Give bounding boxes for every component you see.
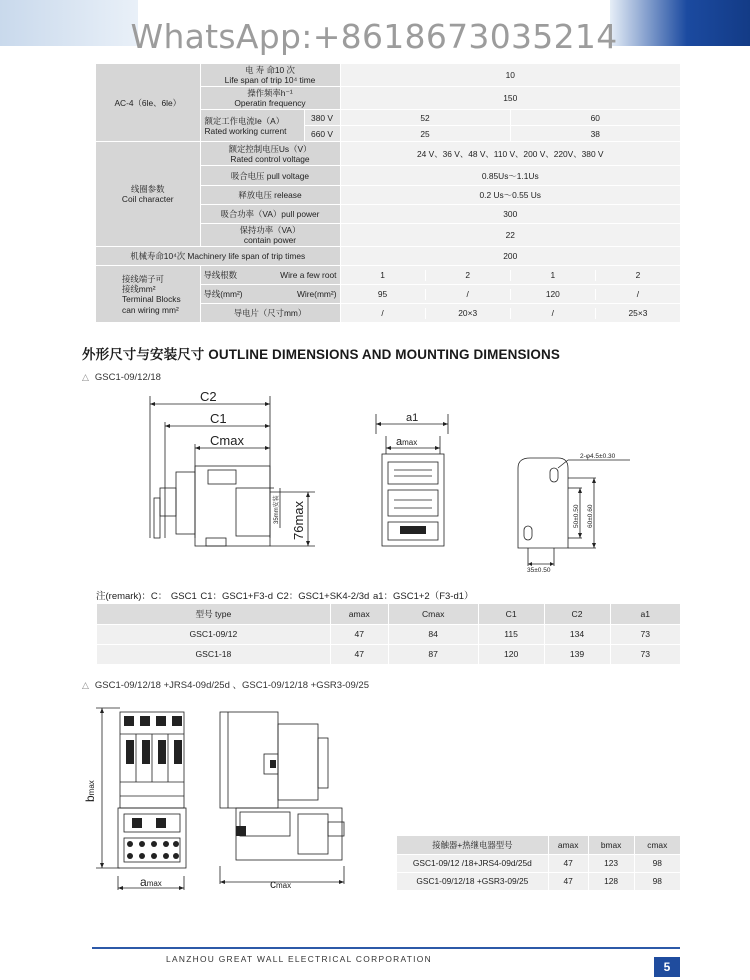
model-heading-2: △ GSC1-09/12/18 +JRS4-09d/25d 、GSC1-09/12/18 +GSR3-09/25 xyxy=(82,680,370,691)
footer-line xyxy=(92,947,680,949)
life-span-value: 10 xyxy=(340,64,680,87)
col-type: 型号 type xyxy=(97,604,331,624)
col-model: 接触器+热继电器型号 xyxy=(397,836,549,854)
terminal-label: 接线端子可 接线mm² Terminal Blocks can wiring mm² xyxy=(96,266,200,323)
wire-root-label: 导线根数 Wire a few root xyxy=(200,266,340,285)
watermark-text: WhatsApp:+8618673035214 xyxy=(130,16,618,56)
control-voltage-label: 额定控制电压Us（V） Rated control voltage xyxy=(200,142,340,166)
a1-label: a1 xyxy=(406,412,419,424)
dimensions-table-header xyxy=(97,604,681,624)
triangle-icon: △ xyxy=(82,372,89,382)
table-row: GSC1-09/12 47 84 115 134 73 xyxy=(97,624,681,644)
current-380-b: 60 xyxy=(510,110,680,126)
release-label: 释放电压 release xyxy=(200,186,340,205)
table-row: GSC1-09/12 /18+JRS4-09d/25d 47 123 98 xyxy=(397,854,681,872)
c1-label: C1 xyxy=(210,411,227,426)
table-row: GSC1-18 47 87 120 139 73 xyxy=(97,644,681,664)
c2-label: C2 xyxy=(200,389,217,404)
col-a1: a1 xyxy=(610,604,680,624)
col-cmax: Cmax xyxy=(388,604,478,624)
cmax-relay-label: cmax xyxy=(270,877,292,891)
relay-side-drawing xyxy=(208,704,358,898)
page-number: 5 xyxy=(654,957,680,977)
coil-label: 线圈参数 Coil character xyxy=(96,142,200,247)
frequency-label: 操作频率h⁻¹ Operatin frequency xyxy=(200,87,340,110)
col-c2: C2 xyxy=(544,604,610,624)
footer-company: LANZHOU GREAT WALL ELECTRICAL CORPORATION xyxy=(166,954,432,964)
col-cmax: cmax xyxy=(634,836,680,854)
section-title: 外形尺寸与安装尺寸 OUTLINE DIMENSIONS AND MOUNTING DIMENSIONS xyxy=(82,347,560,362)
life-span-label: 电 寿 命10 次 Life span of trip 10⁴ time xyxy=(200,64,340,87)
triangle-icon: △ xyxy=(82,680,89,690)
remark-line: 注(remark)：C： GSC1 C1：GSC1+F3-d C2：GSC1+SK4-2/3d a1：GSC1+2（F3-d1） xyxy=(96,591,474,602)
dim-50-label: 50±0.50 xyxy=(573,504,580,528)
model-heading-1: △ GSC1-09/12/18 xyxy=(82,372,161,383)
rail-mount-label: 35mm安装 xyxy=(274,495,280,524)
col-amax: amax xyxy=(330,604,388,624)
mechanical-life-label: 机械寿命10⁴次 Machinery life span of trip times xyxy=(96,247,340,266)
col-bmax: bmax xyxy=(588,836,634,854)
header-band-right xyxy=(610,0,750,46)
plate-values: / 20×3 / 25×3 xyxy=(340,304,680,323)
current-660-b: 38 xyxy=(510,126,680,142)
spec-table xyxy=(96,64,680,323)
release-value: 0.2 Us～0.55 Us xyxy=(340,186,680,205)
plate-label: 导电片（尺寸mm） xyxy=(200,304,340,323)
current-660-a: 25 xyxy=(340,126,510,142)
pull-voltage-label: 吸合电压 pull voltage xyxy=(200,166,340,186)
relay-table xyxy=(396,836,680,891)
contain-power-label: 保持功率（VA） contain power xyxy=(200,224,340,247)
watermark xyxy=(130,0,618,72)
current-label: 额定工作电流Ie（A） Rated working current xyxy=(200,110,304,142)
side-view-drawing xyxy=(140,388,330,566)
contain-power-value: 22 xyxy=(340,224,680,247)
pull-power-value: 300 xyxy=(340,205,680,224)
mechanical-life-value: 200 xyxy=(340,247,680,266)
wire-root-values: 1 2 1 2 xyxy=(340,266,680,285)
hole-dim-label: 2-φ4.5±0.30 xyxy=(580,453,616,460)
header-band-left xyxy=(0,0,138,46)
pull-voltage-value: 0.85Us～1.1Us xyxy=(340,166,680,186)
col-c1: C1 xyxy=(478,604,544,624)
amax-relay-label: amax xyxy=(140,875,162,889)
current-380-a: 52 xyxy=(340,110,510,126)
ac4-label: AC-4（6le、6le） xyxy=(96,64,200,142)
mounting-view-drawing xyxy=(510,448,644,574)
relay-front-drawing xyxy=(80,704,200,898)
front-view-drawing xyxy=(372,410,452,560)
dimensions-table xyxy=(96,604,680,665)
amax-label: amax xyxy=(396,436,418,448)
voltage-660: 660 V xyxy=(304,126,340,142)
relay-table-header xyxy=(397,836,681,854)
height-76max-label: 76max xyxy=(291,500,306,540)
dim-60-label: 60±0.60 xyxy=(587,504,594,528)
voltage-380: 380 V xyxy=(304,110,340,126)
wire-size-label: 导线(mm²) Wire(mm²) xyxy=(200,285,340,304)
col-amax: amax xyxy=(548,836,588,854)
bmax-label: bmax xyxy=(83,780,97,802)
dim-35-label: 35±0.50 xyxy=(527,567,551,574)
table-row: GSC1-09/12/18 +GSR3-09/25 47 128 98 xyxy=(397,872,681,890)
wire-size-values: 95 / 120 / xyxy=(340,285,680,304)
pull-power-label: 吸合功率（VA）pull power xyxy=(200,205,340,224)
frequency-value: 150 xyxy=(340,87,680,110)
cmax-label: Cmax xyxy=(210,433,244,448)
control-voltage-value: 24 V、36 V、48 V、110 V、200 V、220V、380 V xyxy=(340,142,680,166)
